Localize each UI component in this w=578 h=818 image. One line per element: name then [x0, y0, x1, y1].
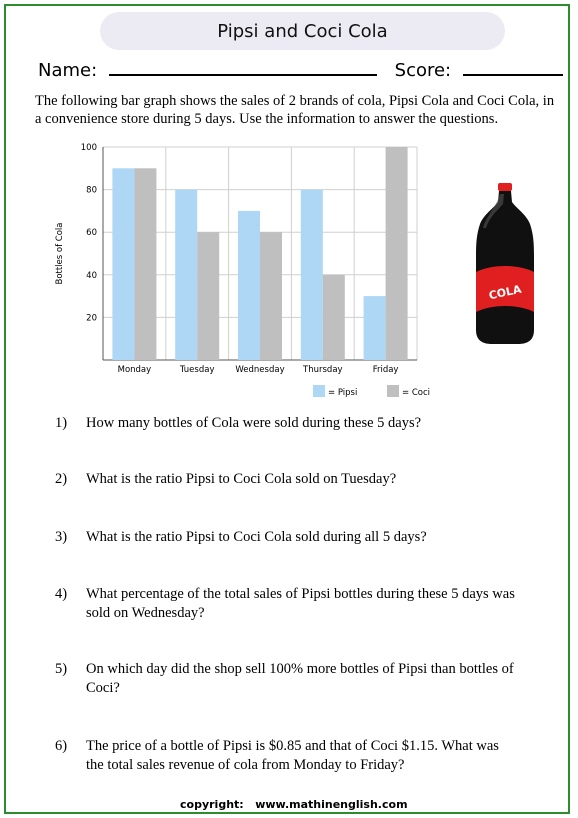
- bar-coci: [260, 232, 282, 360]
- question-number: 4): [55, 586, 68, 602]
- y-tick-label: 60: [86, 228, 97, 239]
- y-tick-label: 40: [86, 270, 97, 281]
- x-tick-label: Friday: [372, 365, 399, 375]
- copyright-label: copyright:: [180, 798, 244, 811]
- question-number: 3): [55, 529, 68, 545]
- question-number: 2): [55, 471, 68, 487]
- legend-swatch: [313, 385, 325, 397]
- x-tick-label: Thursday: [303, 365, 343, 375]
- x-tick-label: Tuesday: [179, 365, 215, 375]
- score-label: Score:: [394, 60, 452, 81]
- x-tick-label: Monday: [117, 365, 152, 375]
- question-text: What is the ratio Pipsi to Coci Cola sold during all 5 days?: [86, 529, 427, 545]
- bar-pipsi: [238, 211, 260, 360]
- bar-pipsi: [112, 168, 134, 360]
- question-number: 6): [55, 738, 68, 754]
- question-text: What is the ratio Pipsi to Coci Cola sold on Tuesday?: [86, 471, 397, 487]
- name-label: Name:: [38, 60, 98, 81]
- legend-swatch: [387, 385, 399, 397]
- legend-label: = Coci: [402, 388, 430, 398]
- bar-pipsi: [364, 296, 386, 360]
- bar-pipsi: [301, 190, 323, 360]
- bar-coci: [386, 147, 408, 360]
- intro-text: The following bar graph shows the sales of 2 brands of cola, Pipsi Cola and Coci Cola, in a convenience store during 5 days. Use the information to answer the questions.: [35, 93, 555, 127]
- question-text: On which day did the shop sell 100% more bottles of Pipsi than bottles of Coci?: [86, 661, 514, 696]
- question-text: How many bottles of Cola were sold during these 5 days?: [86, 415, 422, 431]
- bar-pipsi: [175, 190, 197, 360]
- question-number: 5): [55, 661, 68, 677]
- y-tick-label: 100: [80, 143, 97, 153]
- copyright-site[interactable]: www.mathinenglish.com: [255, 798, 408, 811]
- y-tick-label: 80: [86, 185, 97, 196]
- question-text: The price of a bottle of Pipsi is $0.85 and that of Coci $1.15. What was the total sales revenue of cola from Monday to Friday?: [86, 738, 499, 773]
- y-tick-label: 20: [86, 313, 97, 324]
- y-axis-label: Bottles of Cola: [55, 222, 65, 285]
- bar-coci: [323, 275, 345, 360]
- cola-bottle-icon: [470, 180, 540, 350]
- bottle-label: COLA: [487, 282, 523, 303]
- bar-coci: [197, 232, 219, 360]
- bar-coci: [134, 168, 156, 360]
- copyright-line: [180, 798, 408, 811]
- legend-label: = Pipsi: [328, 388, 358, 398]
- question-number: 1): [55, 415, 68, 431]
- question-text: What percentage of the total sales of Pipsi bottles during these 5 days was sold on Wednesday?: [86, 586, 515, 621]
- title-text: Pipsi and Coci Cola: [217, 20, 388, 42]
- x-tick-label: Wednesday: [235, 365, 285, 375]
